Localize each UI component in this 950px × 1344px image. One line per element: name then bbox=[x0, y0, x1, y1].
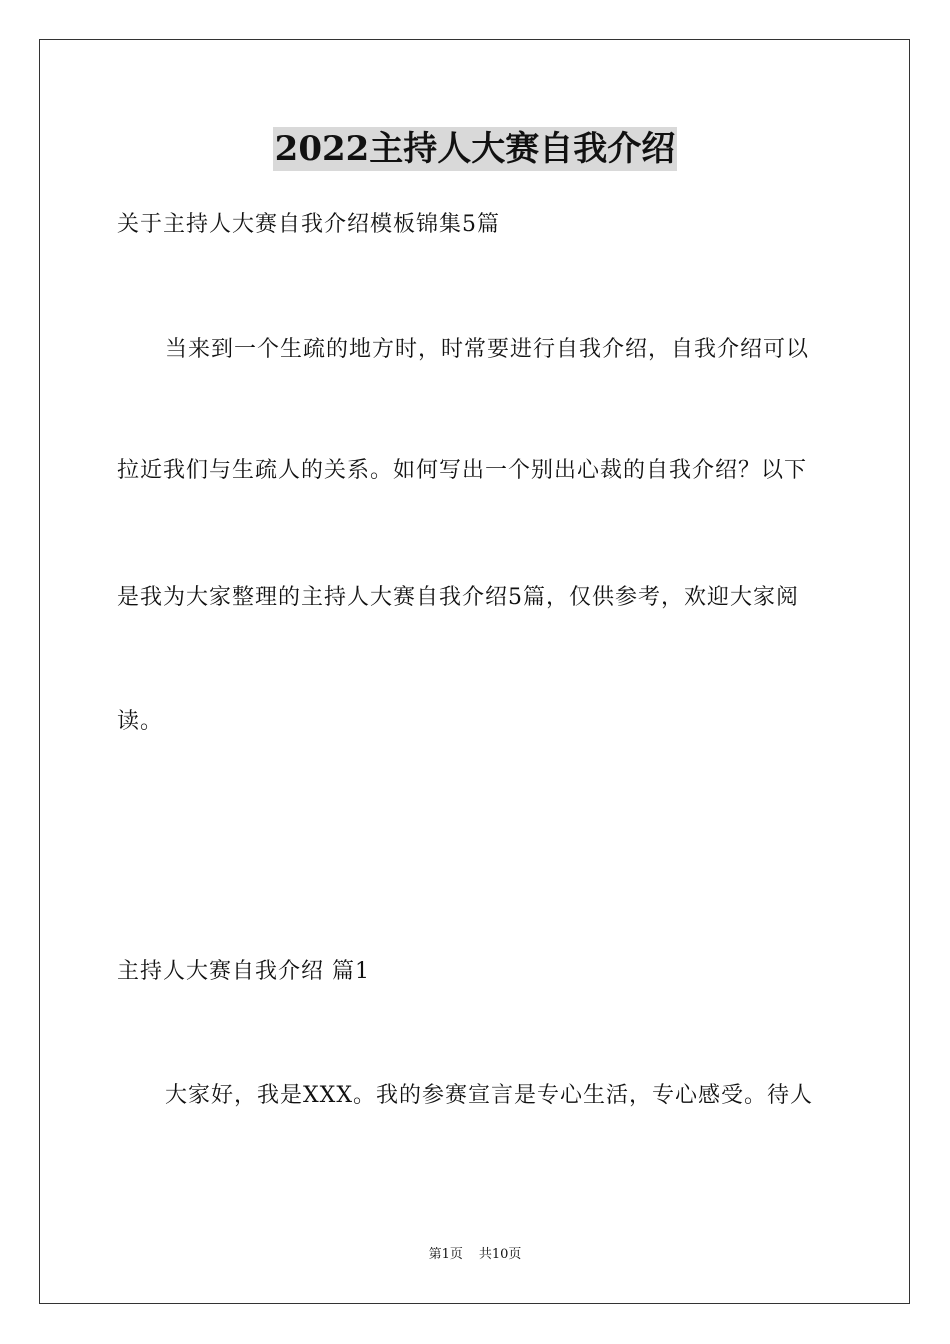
paragraph-line: 当来到一个生疏的地方时，时常要进行自我介绍，自我介绍可以 bbox=[165, 337, 810, 362]
document-title: 2022主持人大赛自我介绍 bbox=[274, 129, 676, 169]
title-container bbox=[0, 127, 950, 171]
section-heading: 主持人大赛自我介绍 篇1 bbox=[117, 959, 370, 984]
paragraph-line: 读。 bbox=[117, 709, 164, 734]
paragraph-line: 是我为大家整理的主持人大赛自我介绍5篇，仅供参考，欢迎大家阅 bbox=[117, 585, 799, 610]
paragraph-line: 大家好，我是XXX。我的参赛宣言是专心生活，专心感受。待人 bbox=[165, 1083, 813, 1108]
paragraph-line: 拉近我们与生疏人的关系。如何写出一个别出心裁的自我介绍？以下 bbox=[117, 458, 808, 483]
document-subtitle: 关于主持人大赛自我介绍模板锦集5篇 bbox=[117, 212, 500, 237]
page-total: 共10页 bbox=[478, 1247, 522, 1262]
page-number: 第1页 bbox=[428, 1247, 463, 1262]
page-footer bbox=[0, 1246, 950, 1264]
